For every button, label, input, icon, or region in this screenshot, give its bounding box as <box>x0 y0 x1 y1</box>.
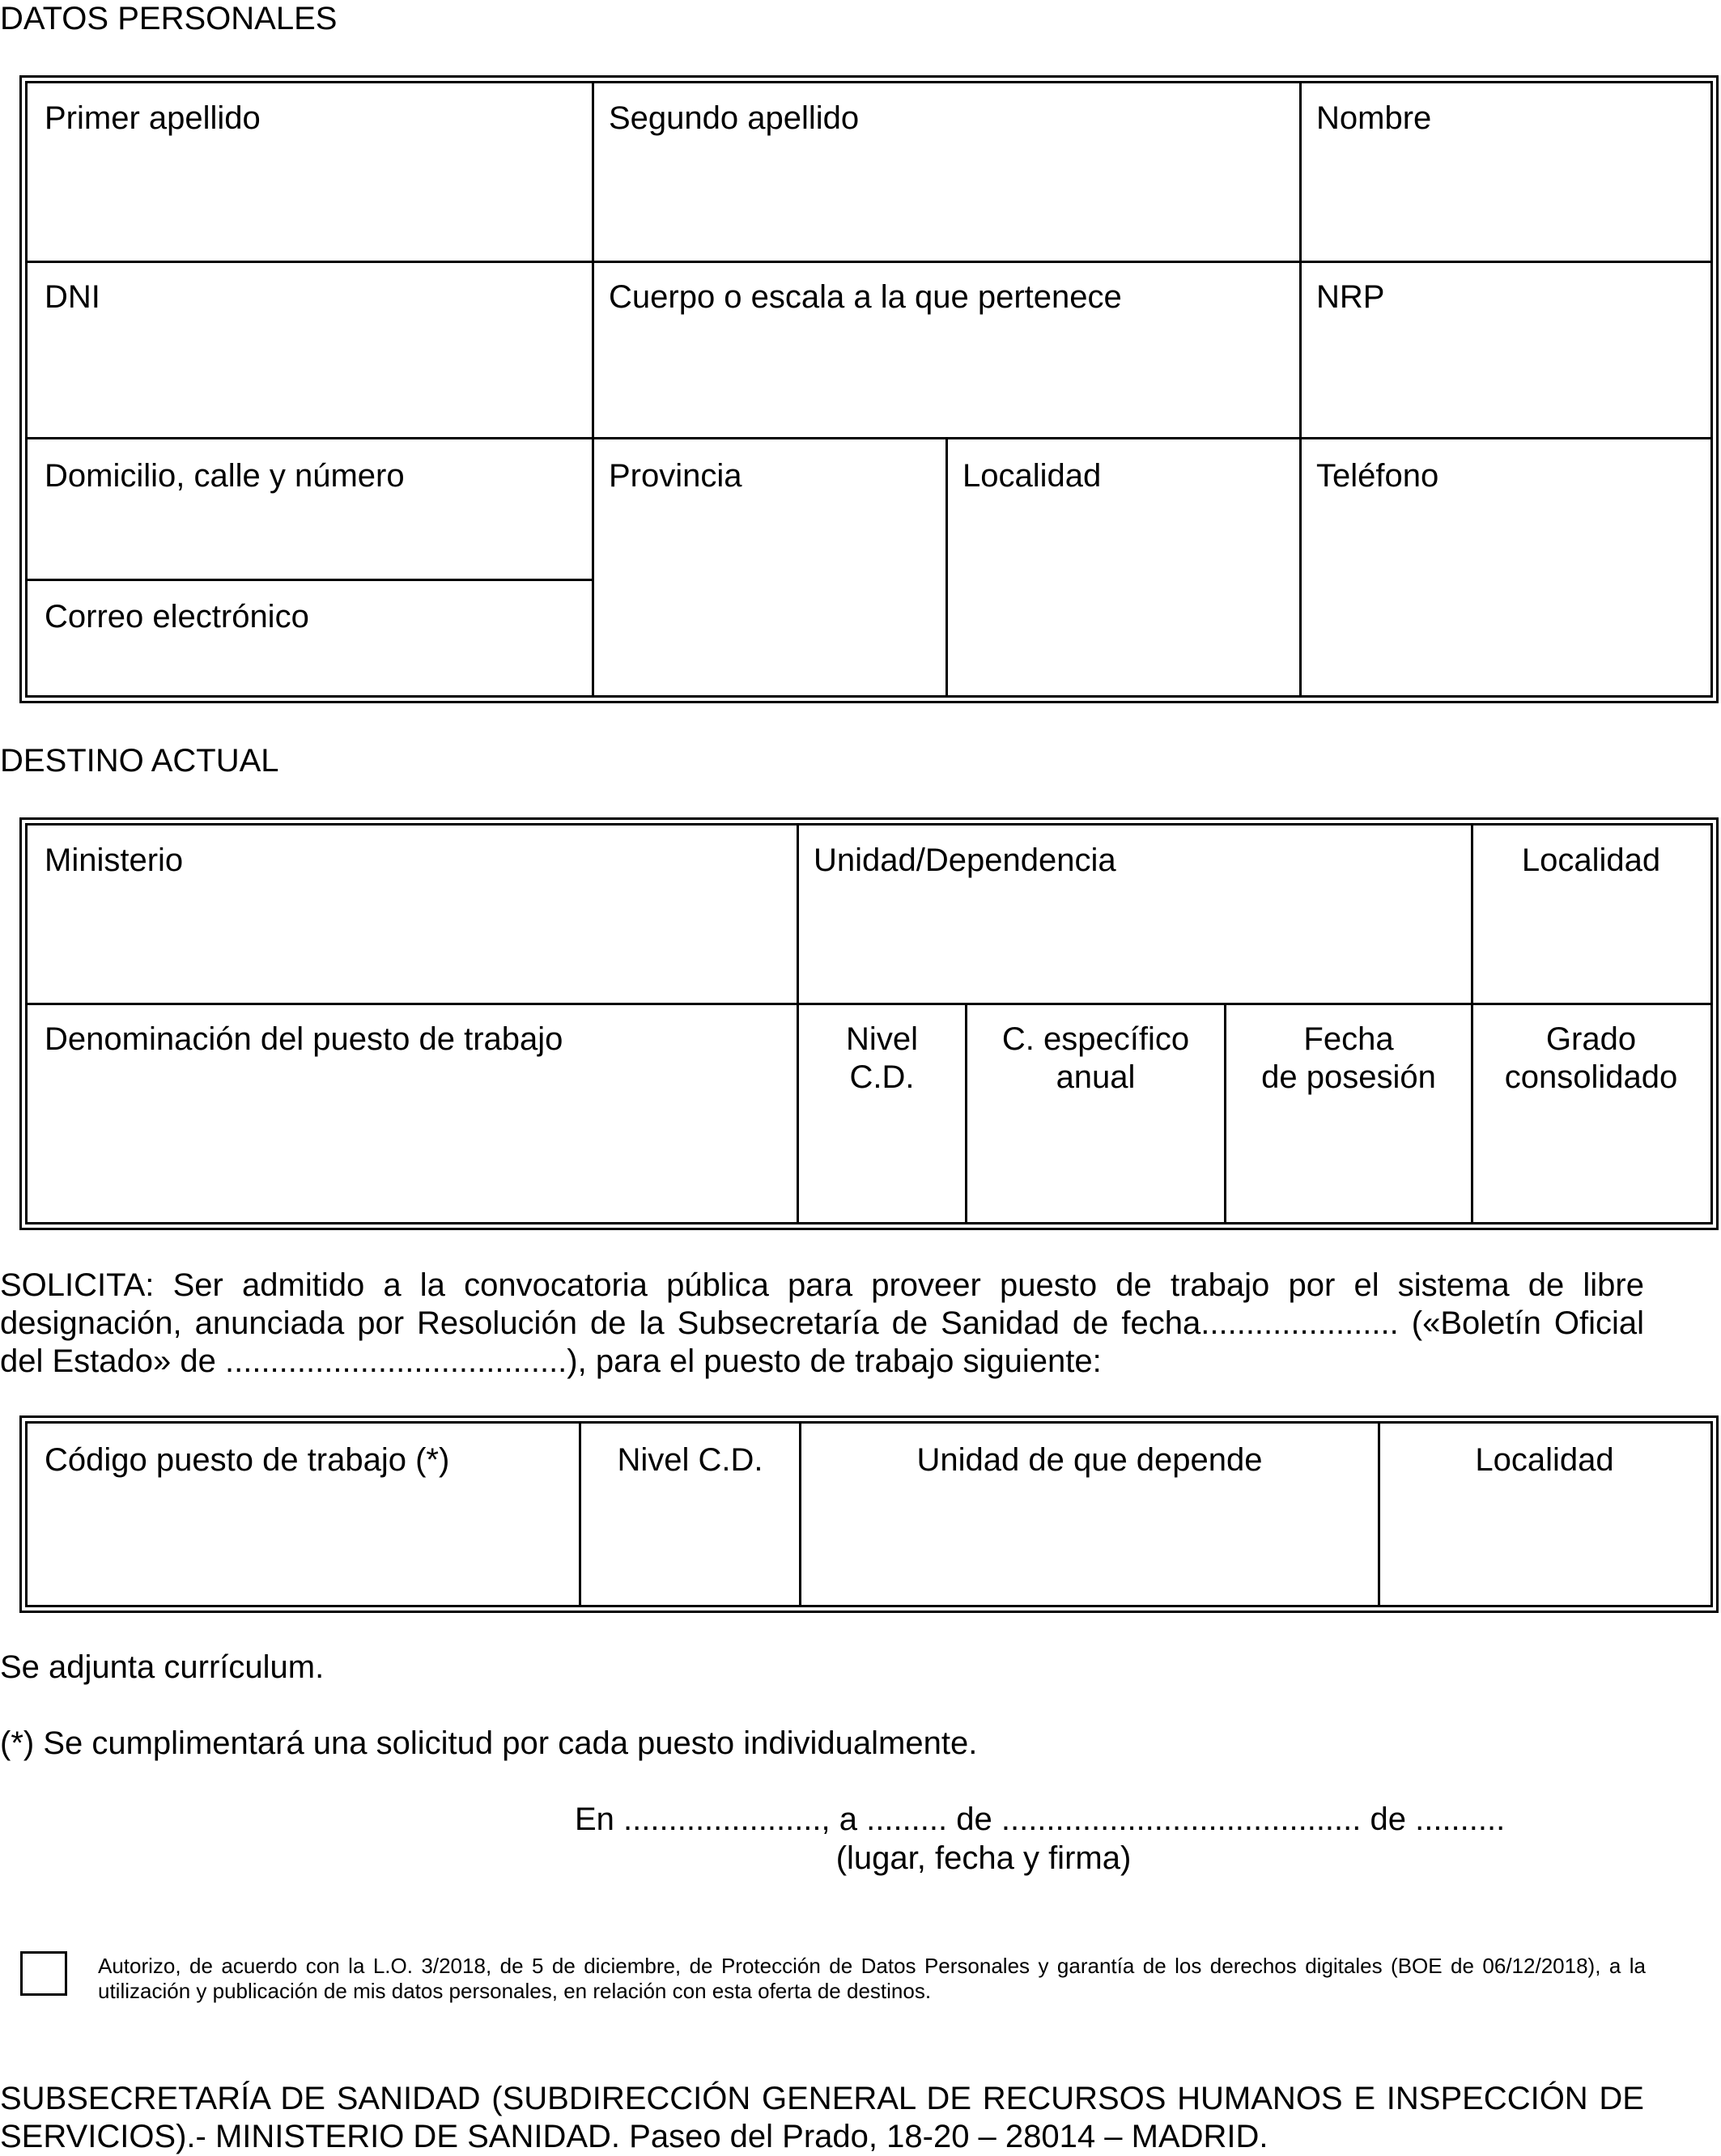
cuerpo-field[interactable]: Cuerpo o escala a la que pertenece <box>609 279 1122 315</box>
segundo-apellido-field[interactable]: Segundo apellido <box>609 100 860 136</box>
personal-data-table <box>19 75 1719 703</box>
correo-field[interactable]: Correo electrónico <box>45 599 309 634</box>
puesto-nivel-field[interactable]: Nivel C.D. <box>617 1442 763 1478</box>
provincia-field[interactable]: Provincia <box>609 458 742 494</box>
unidad-dependencia-field[interactable]: Unidad/Dependencia <box>814 842 1116 878</box>
signature-line[interactable]: En ......................, a ......... de ........................................ de .......... <box>575 1802 1506 1837</box>
asterisk-note: (*) Se cumplimentará una solicitud por cada puesto individualmente. <box>0 1725 978 1761</box>
consent-text: Autorizo, de acuerdo con la L.O. 3/2018, de 5 de diciembre, de Protección de Datos Personales y garantía de los derechos digitales (BOE de 06/12/2018), a la utilización y publicación de mis datos personales, en relación con esta oferta de destinos. <box>98 1954 1646 2003</box>
especifico-label-line1: C. específico <box>1001 1021 1190 1057</box>
destino-table <box>19 817 1719 1230</box>
localidad-field[interactable]: Localidad <box>962 458 1102 494</box>
dni-field[interactable]: DNI <box>45 279 100 315</box>
destino-localidad-field[interactable]: Localidad <box>1521 842 1661 878</box>
domicilio-field[interactable]: Domicilio, calle y número <box>45 458 405 494</box>
complemento-especifico-field[interactable] <box>967 1021 1224 1097</box>
puesto-table <box>19 1415 1719 1613</box>
footer-address: SUBSECRETARÍA DE SANIDAD (SUBDIRECCIÓN GENERAL DE RECURSOS HUMANOS E INSPECCIÓN DE SERVICIOS).- MINISTERIO DE SANIDAD. Paseo del Prado, 18-20 – 28014 – MADRID. <box>0 2081 1644 2154</box>
puesto-unidad-field[interactable]: Unidad de que depende <box>916 1442 1263 1478</box>
especifico-label-line2: anual <box>1056 1059 1136 1095</box>
nrp-field[interactable]: NRP <box>1316 279 1385 315</box>
grado-label-line1: Grado <box>1545 1021 1637 1057</box>
nombre-field[interactable]: Nombre <box>1316 100 1432 136</box>
destino-section-title: DESTINO ACTUAL <box>0 743 279 779</box>
fecha-label-line1: Fecha <box>1303 1021 1394 1057</box>
nivel-cd-label-line2: C.D. <box>849 1059 915 1095</box>
curriculum-note: Se adjunta currículum. <box>0 1649 325 1685</box>
signature-hint: (lugar, fecha y firma) <box>835 1840 1132 1876</box>
nivel-cd-label-line1: Nivel <box>846 1021 918 1057</box>
solicita-paragraph: SOLICITA: Ser admitido a la convocatoria pública para proveer puesto de trabajo por el sistema de libre designación, anunciada por Resolución de la Subsecretaría de Sanidad de fecha...................... («Boletín Oficial del Estado» de ......................................), para el puesto de trabajo siguiente: <box>0 1267 1644 1379</box>
codigo-puesto-field[interactable]: Código puesto de trabajo (*) <box>45 1442 450 1478</box>
nivel-cd-field[interactable] <box>799 1021 965 1097</box>
telefono-field[interactable]: Teléfono <box>1316 458 1439 494</box>
puesto-localidad-field[interactable]: Localidad <box>1475 1442 1614 1478</box>
fecha-label-line2: de posesión <box>1261 1059 1436 1095</box>
ministerio-field[interactable]: Ministerio <box>45 842 184 878</box>
personal-section-title: DATOS PERSONALES <box>0 1 338 36</box>
denominacion-field[interactable]: Denominación del puesto de trabajo <box>45 1021 563 1057</box>
fecha-posesion-field[interactable] <box>1226 1021 1471 1097</box>
grado-consolidado-field[interactable] <box>1473 1021 1709 1097</box>
grado-label-line2: consolidado <box>1504 1059 1678 1095</box>
consent-checkbox[interactable] <box>20 1951 67 1996</box>
primer-apellido-field[interactable]: Primer apellido <box>45 100 261 136</box>
